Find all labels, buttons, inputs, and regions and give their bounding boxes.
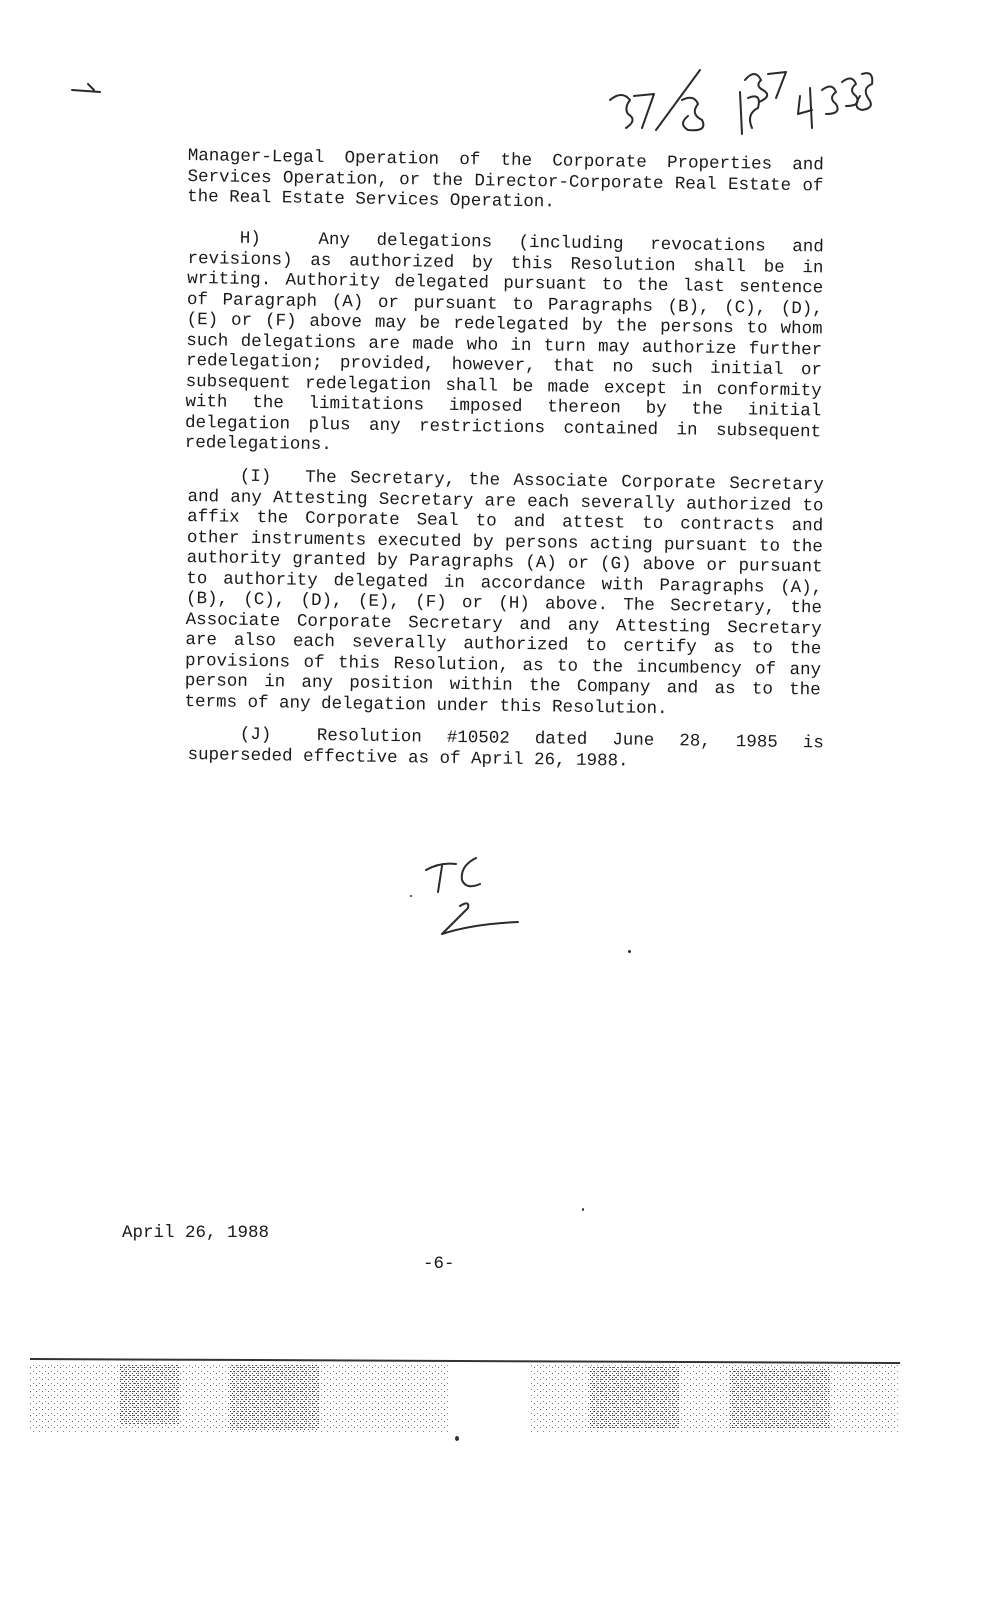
paragraph-text: The Secretary, the Associate Corporate Secretary and any Attesting Secretary are each severally authorized to affix the Corporate Seal to and attest to contracts and other instruments executed by persons acting pursuant to the authority granted by Paragraphs (A) or (G) above or pursuant to authority delegated in accordance with Paragraphs (A), (B), (C), (D), (E), (F) or (H) above. The Secretary, the Associate Corporate Secretary and any Attesting Secretary are also each severally authorized to certify as to the provisions of this Resolution, as to the incumbency of any person in any position within the Company and as to the terms of any delegation under this Resolution. <box>184 467 824 719</box>
scan-speck <box>628 950 631 953</box>
handwritten-initials <box>420 850 520 940</box>
scan-speck <box>582 1208 584 1211</box>
scan-noise-band <box>30 1355 900 1435</box>
scan-speck <box>410 895 412 897</box>
paragraph-text: Any delegations (including revocations and revisions) as authorized by this Resolution shall be in writing. Authority delegated pursuant to the last sentence of Paragraph (A) or pursuant to Paragraphs (B), (C), (D), (E) or (F) above may be redelegated by the persons to whom such delegations are made who in turn may authorize further redelegation; provided, however, that no such initial or subsequent redelegation shall be made except in conformity with the limitations imposed thereon by the initial delegation plus any restrictions contained in subsequent redelegations. <box>184 229 824 456</box>
paragraph-j <box>187 724 824 774</box>
paragraph-i <box>184 466 824 721</box>
scan-mark-top-left <box>70 80 110 100</box>
paragraph-text: Resolution #10502 dated June 28, 1985 is superseded effective as of April 26, 1988. <box>187 725 824 772</box>
paragraph-label: (I) <box>239 466 272 488</box>
paragraph-intro: Manager-Legal Operation of the Corporate Properties and Services Operation, or the Director-Corporate Real Estate of the Real Estate Services Operation. <box>187 146 824 213</box>
footer-date: April 26, 1988 <box>122 1223 270 1243</box>
paragraph-h <box>185 228 824 463</box>
paragraph-label: H) <box>239 228 262 250</box>
scan-speck <box>455 1436 459 1441</box>
handwritten-annotation-top <box>590 60 890 150</box>
paragraph-label: (J) <box>239 724 272 746</box>
page-number: -6- <box>423 1254 455 1274</box>
